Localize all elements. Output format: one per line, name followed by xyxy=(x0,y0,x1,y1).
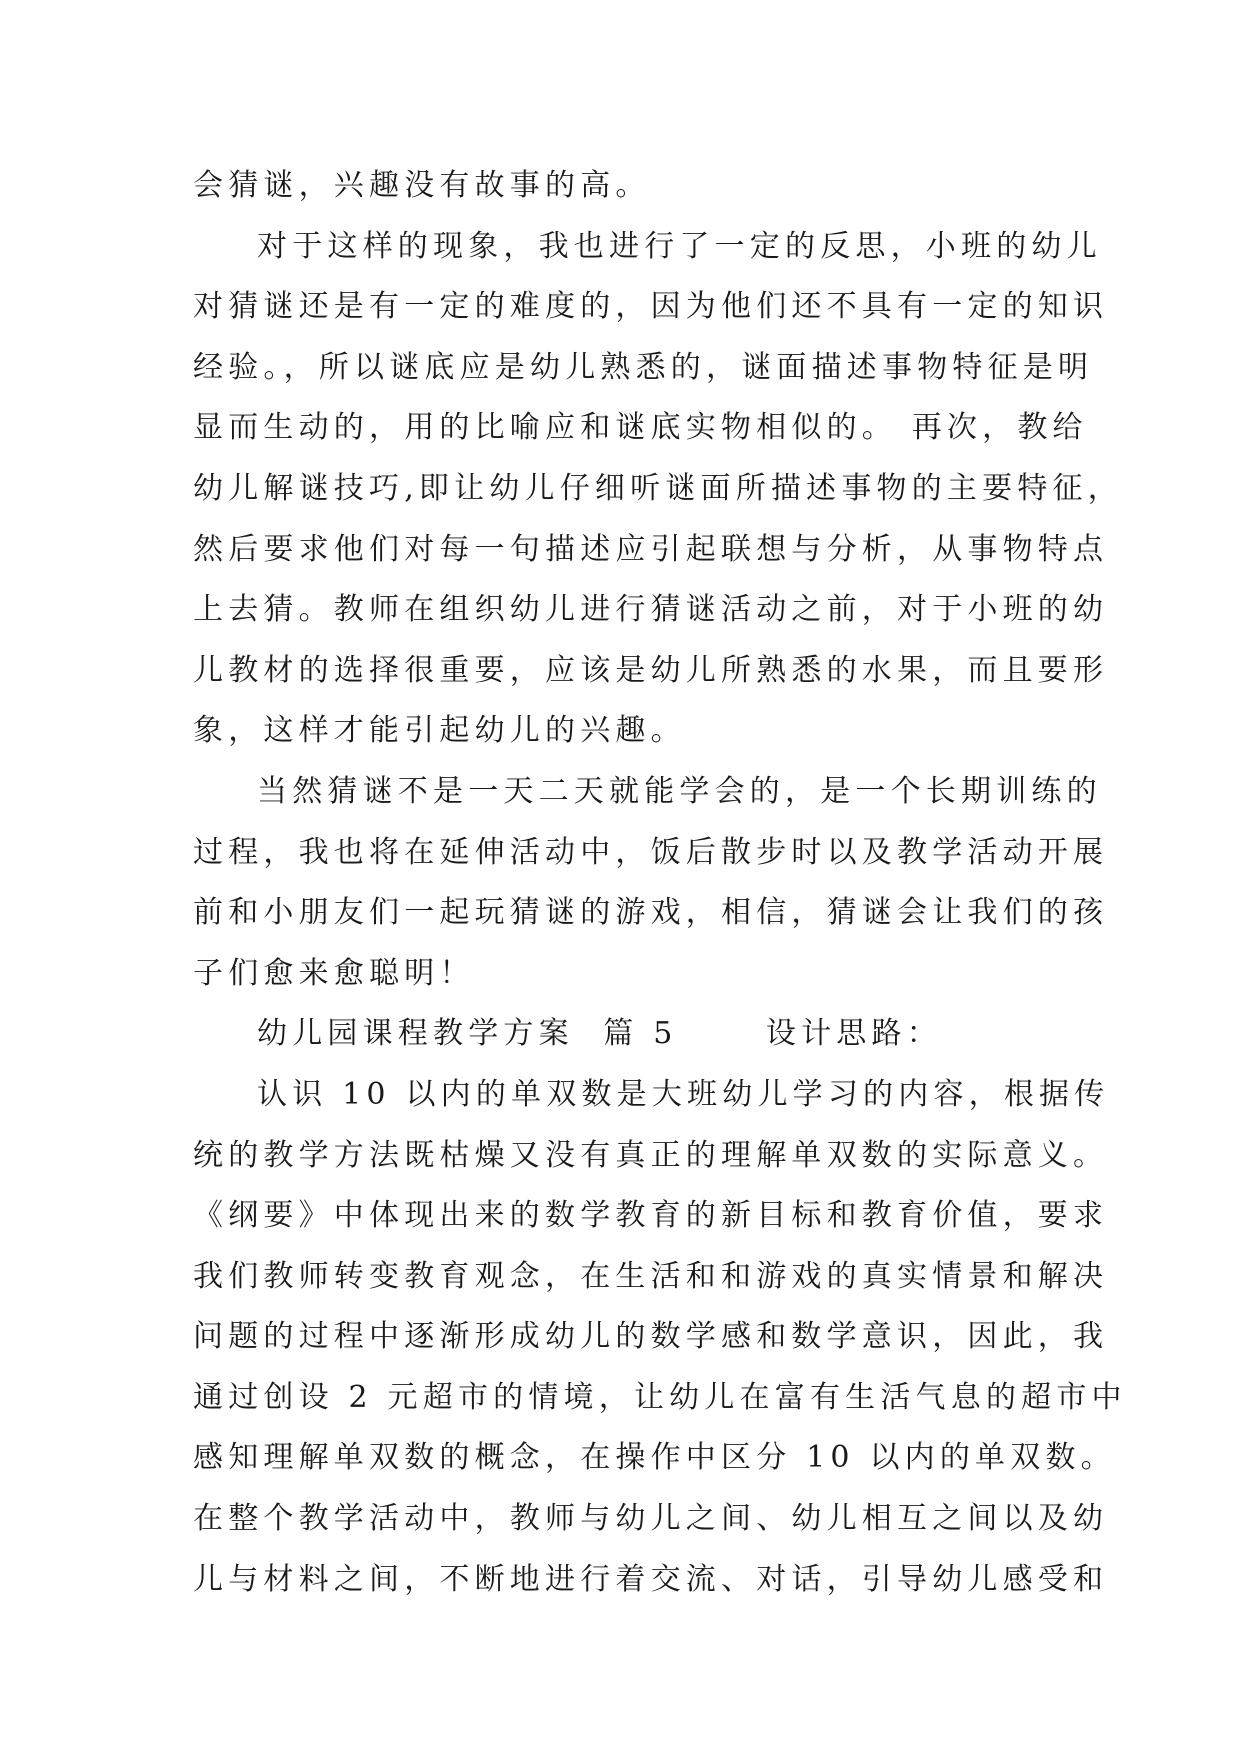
text-line: 子们愈来愈聪明！ xyxy=(193,955,475,991)
text-line: 问题的过程中逐渐形成幼儿的数学感和数学意识，因此，我 xyxy=(193,1319,1109,1355)
text-line: 过程，我也将在延伸活动中，饭后散步时以及教学活动开展 xyxy=(193,834,1109,870)
text-line: 然后要求他们对每一句描述应引起联想与分析，从事物特点 xyxy=(193,531,1109,567)
text-line: 统的教学方法既枯燥又没有真正的理解单双数的实际意义。 xyxy=(193,1137,1109,1173)
text-line: 认识 10 以内的单双数是大班幼儿学习的内容，根据传 xyxy=(257,1076,1110,1112)
text-line: 儿教材的选择很重要，应该是幼儿所熟悉的水果，而且要形 xyxy=(193,652,1109,688)
text-line: 幼儿解谜技巧,即让幼儿仔细听谜面所描述事物的主要特征， xyxy=(193,470,1123,506)
text-line: 儿与材料之间，不断地进行着交流、对话，引导幼儿感受和 xyxy=(193,1561,1109,1597)
text-line: 在整个教学活动中，教师与幼儿之间、幼儿相互之间以及幼 xyxy=(193,1501,1109,1537)
text-line: 上去猜。教师在组织幼儿进行猜谜活动之前，对于小班的幼 xyxy=(193,592,1109,628)
text-line: 经验。，所以谜底应是幼儿熟悉的，谜面描述事物特征是明 xyxy=(193,349,1094,385)
text-line: 通过创设 2 元超市的情境，让幼儿在富有生活气息的超市中 xyxy=(193,1379,1127,1415)
section-heading-line: 幼儿园课程教学方案 篇 5 设计思路： xyxy=(257,1016,942,1052)
text-line: 象，这样才能引起幼儿的兴趣。 xyxy=(193,713,686,749)
text-line: 我们教师转变教育观念，在生活和和游戏的真实情景和解决 xyxy=(193,1258,1109,1294)
text-line: 会猜谜，兴趣没有故事的高。 xyxy=(193,168,651,203)
text-line: 对于这样的现象，我也进行了一定的反思，小班的幼儿 xyxy=(257,228,1102,264)
document-body xyxy=(193,156,1127,1610)
text-line: 当然猜谜不是一天二天就能学会的，是一个长期训练的 xyxy=(257,773,1102,809)
text-line: 前和小朋友们一起玩猜谜的游戏，相信，猜谜会让我们的孩 xyxy=(193,895,1109,931)
text-line: 感知理解单双数的概念，在操作中区分 10 以内的单双数。 xyxy=(193,1440,1116,1476)
text-line: 对猜谜还是有一定的难度的，因为他们还不具有一定的知识 xyxy=(193,289,1109,325)
text-line: 显而生动的，用的比喻应和谜底实物相似的。 再次，教给 xyxy=(193,410,1088,446)
text-line: 《纲要》中体现出来的数学教育的新目标和教育价值，要求 xyxy=(193,1198,1109,1234)
